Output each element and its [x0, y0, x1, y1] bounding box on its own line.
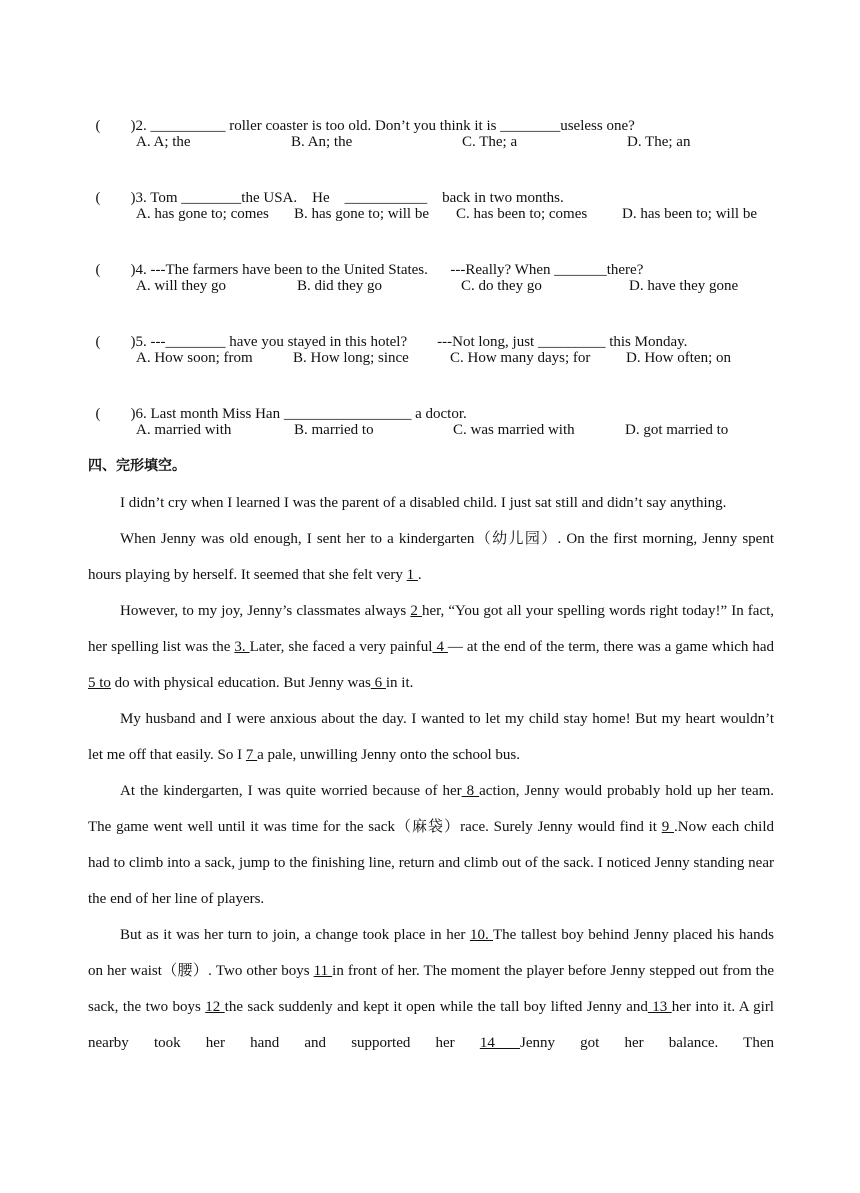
blank-10: 10. [469, 927, 493, 943]
question-text: Last month Miss Han [150, 406, 284, 422]
option-b: B. An; the [291, 134, 353, 150]
option-d: D. The; an [627, 134, 691, 150]
blank-13: 13 [647, 999, 672, 1015]
option-d: D. How often; on [626, 350, 731, 366]
blank-12: 12 [205, 999, 225, 1015]
option-c: C. How many days; for [450, 350, 591, 366]
option-c: C. The; a [462, 134, 518, 150]
answer-paren: ( )3. [95, 190, 151, 206]
option-c: C. was married with [453, 422, 575, 438]
question-2 [88, 96, 635, 136]
question-text: this Monday. [605, 334, 688, 350]
question-text: there? [606, 262, 644, 278]
question-text: ________ [165, 334, 226, 350]
options-row [0, 276, 860, 296]
paragraph-4: My husband and I were anxious about the day. I wanted to let my child stay home! But my heart wouldn’t let me off that easily. So I 7 a pale, unwilling Jenny onto the school bus. [88, 711, 774, 763]
blank-6: 6 [370, 675, 386, 691]
question-text: roller coaster is too old. Don’t you think it is [225, 118, 501, 134]
question-4 [88, 240, 643, 280]
section-heading: 四、完形填空。 [88, 458, 186, 474]
option-b: B. did they go [297, 278, 382, 294]
options-row [0, 348, 860, 368]
question-text: have you stayed in this hotel? ---Not long, just [225, 334, 538, 350]
option-b: B. has gone to; will be [294, 206, 429, 222]
question-6 [88, 384, 467, 424]
blank-9: 9 [661, 819, 675, 835]
cloze-passage [88, 485, 774, 1061]
option-a: A. A; the [136, 134, 191, 150]
options-row [0, 420, 860, 440]
option-a: A. How soon; from [136, 350, 253, 366]
blank-14: 14 [479, 1035, 520, 1051]
paragraph-1: I didn’t cry when I learned I was the parent of a disabled child. I just sat still and didn’t say anything. [120, 495, 727, 511]
option-b: B. married to [294, 422, 374, 438]
question-5 [88, 312, 687, 352]
answer-paren: ( )2. [95, 118, 151, 134]
answer-paren: ( )6. [95, 406, 151, 422]
question-text: the USA. He [241, 190, 345, 206]
paragraph-3: However, to my joy, Jenny’s classmates always 2 her, “You got all your spelling words right today!” In fact, her spelling list was the 3. Later, she faced a very painful 4 — at the end of the term, there was a game which had 5 to do with physical education. But Jenny was 6 in it. [88, 603, 775, 691]
blank-7: 7 [245, 747, 258, 763]
question-text: _______ [554, 262, 607, 278]
question-text: _________________ [283, 406, 412, 422]
options-row [0, 204, 860, 224]
question-text: ________ [500, 118, 561, 134]
blank-4: 4 [432, 639, 448, 655]
blank-11: 11 [313, 963, 333, 979]
blank-3: 3. [234, 639, 250, 655]
option-c: C. has been to; comes [456, 206, 588, 222]
option-c: C. do they go [461, 278, 542, 294]
answer-paren: ( )5. [95, 334, 151, 350]
paragraph-2: When Jenny was old enough, I sent her to a kindergarten（幼儿园）. On the first morning, Jenny spent hours playing by herself. It seemed that she felt very 1 . [88, 531, 774, 583]
option-a: A. has gone to; comes [136, 206, 269, 222]
paragraph-5: At the kindergarten, I was quite worried because of her 8 action, Jenny would probably hold up her team. The game went well until it was time for the sack（麻袋）race. Surely Jenny would find it 9 .Now each child had to climb into a sack, jump to the finishing line, return and climb out of the sack. I noticed Jenny standing near the end of her line of players. [88, 783, 775, 907]
blank-1: 1 [406, 567, 418, 583]
blank-5: 5 to [88, 675, 111, 691]
blank-8: 8 [461, 783, 480, 799]
question-text: useless one? [560, 118, 635, 134]
question-text: ___________ [344, 190, 428, 206]
question-text: a doctor. [411, 406, 467, 422]
option-a: A. married with [136, 422, 232, 438]
question-text: __________ [150, 118, 226, 134]
paragraph-6: But as it was her turn to join, a change took place in her 10. The tallest boy behind Jenny placed his hands on her waist（腰）. Two other boys 11 in front of her. The moment the player before Jenny stepped out from the sack, the two boys 12 the sack suddenly and kept it open while the tall boy lifted Jenny and 13 her into it. A girl nearby took her hand and supported her 14 Jenny got her balance. Then [88, 927, 775, 1051]
question-text: _________ [537, 334, 606, 350]
options-row [0, 132, 860, 152]
question-text: ---The farmers have been to the United States. ---Really? When [150, 262, 555, 278]
question-3 [88, 168, 564, 208]
option-a: A. will they go [136, 278, 226, 294]
option-d: D. got married to [625, 422, 729, 438]
option-d: D. has been to; will be [622, 206, 757, 222]
question-text: back in two months. [427, 190, 564, 206]
question-text: --- [150, 334, 166, 350]
option-d: D. have they gone [629, 278, 739, 294]
option-b: B. How long; since [293, 350, 409, 366]
question-text: ________ [181, 190, 242, 206]
question-text: Tom [150, 190, 182, 206]
blank-2: 2 [410, 603, 422, 619]
answer-paren: ( )4. [95, 262, 151, 278]
